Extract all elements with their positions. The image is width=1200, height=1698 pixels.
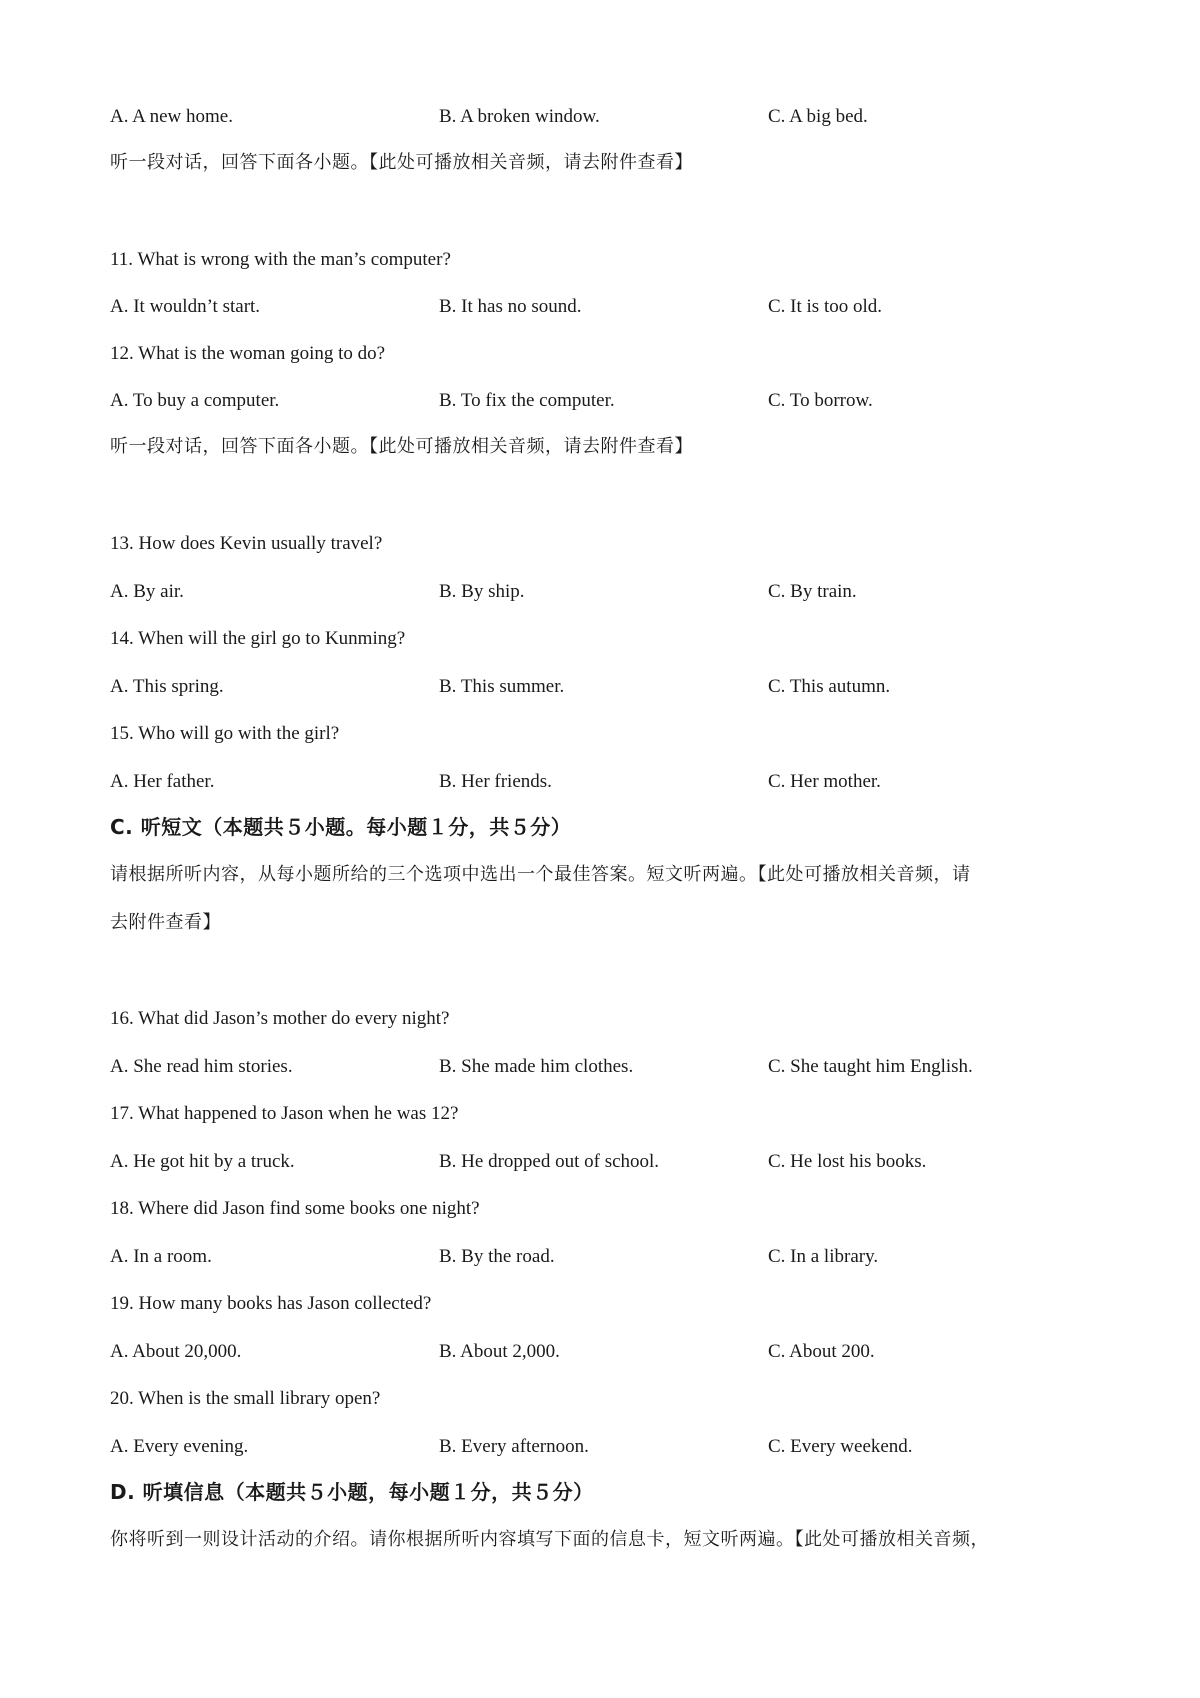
q15-option-c: C. Her mother. — [768, 771, 881, 792]
q14-stem: 14. When will the girl go to Kunming? — [110, 628, 406, 649]
q19-option-a: A. About 20,000. — [110, 1341, 242, 1362]
q17-option-b: B. He dropped out of school. — [439, 1151, 660, 1172]
section-d-heading: D. 听填信息（本题共５小题，每小题１分，共５分） — [110, 1480, 594, 1504]
q10-option-c: C. A big bed. — [768, 106, 868, 127]
q11-stem: 11. What is wrong with the man’s computer? — [110, 249, 451, 270]
q13-stem: 13. How does Kevin usually travel? — [110, 533, 383, 554]
q18-option-b: B. By the road. — [439, 1246, 555, 1267]
q16-option-c: C. She taught him English. — [768, 1056, 973, 1077]
section-d-instruction-line-1: 你将听到一则设计活动的介绍。请你根据所听内容填写下面的信息卡，短文听两遍。【此处可播放相关音频， — [110, 1529, 989, 1550]
q14-option-b: B. This summer. — [439, 676, 565, 697]
q13-option-c: C. By train. — [768, 581, 857, 602]
q16-stem: 16. What did Jason’s mother do every night? — [110, 1008, 450, 1029]
q18-option-a: A. In a room. — [110, 1246, 212, 1267]
q12-option-c: C. To borrow. — [768, 390, 873, 411]
q10-option-a: A. A new home. — [110, 106, 233, 127]
q16-option-b: B. She made him clothes. — [439, 1056, 634, 1077]
q20-option-c: C. Every weekend. — [768, 1436, 913, 1457]
q13-option-a: A. By air. — [110, 581, 184, 602]
q19-stem: 19. How many books has Jason collected? — [110, 1293, 432, 1314]
q19-option-b: B. About 2,000. — [439, 1341, 560, 1362]
dialogue-instruction-2: 听一段对话，回答下面各小题。【此处可播放相关音频，请去附件查看】 — [110, 436, 693, 457]
section-c-instruction-line-1: 请根据所听内容，从每小题所给的三个选项中选出一个最佳答案。短文听两遍。【此处可播放相关音频，请 — [110, 864, 971, 885]
q20-stem: 20. When is the small library open? — [110, 1388, 381, 1409]
q15-option-b: B. Her friends. — [439, 771, 552, 792]
q15-option-a: A. Her father. — [110, 771, 215, 792]
q16-option-a: A. She read him stories. — [110, 1056, 293, 1077]
q17-option-a: A. He got hit by a truck. — [110, 1151, 295, 1172]
q15-stem: 15. Who will go with the girl? — [110, 723, 340, 744]
q11-option-b: B. It has no sound. — [439, 296, 582, 317]
section-c-heading: C. 听短文（本题共５小题。每小题１分，共５分） — [110, 815, 572, 839]
q18-stem: 18. Where did Jason find some books one night? — [110, 1198, 480, 1219]
q12-option-b: B. To fix the computer. — [439, 390, 615, 411]
q13-option-b: B. By ship. — [439, 581, 525, 602]
q11-option-c: C. It is too old. — [768, 296, 883, 317]
q18-option-c: C. In a library. — [768, 1246, 879, 1267]
q12-stem: 12. What is the woman going to do? — [110, 343, 386, 364]
q14-option-a: A. This spring. — [110, 676, 224, 697]
q11-option-a: A. It wouldn’t start. — [110, 296, 261, 317]
q20-option-b: B. Every afternoon. — [439, 1436, 589, 1457]
dialogue-instruction-1: 听一段对话，回答下面各小题。【此处可播放相关音频，请去附件查看】 — [110, 152, 693, 173]
q14-option-c: C. This autumn. — [768, 676, 891, 697]
q17-stem: 17. What happened to Jason when he was 12? — [110, 1103, 459, 1124]
q10-option-b: B. A broken window. — [439, 106, 600, 127]
q19-option-c: C. About 200. — [768, 1341, 875, 1362]
q17-option-c: C. He lost his books. — [768, 1151, 927, 1172]
q20-option-a: A. Every evening. — [110, 1436, 249, 1457]
q12-option-a: A. To buy a computer. — [110, 390, 280, 411]
section-c-instruction-line-2: 去附件查看】 — [110, 912, 221, 933]
